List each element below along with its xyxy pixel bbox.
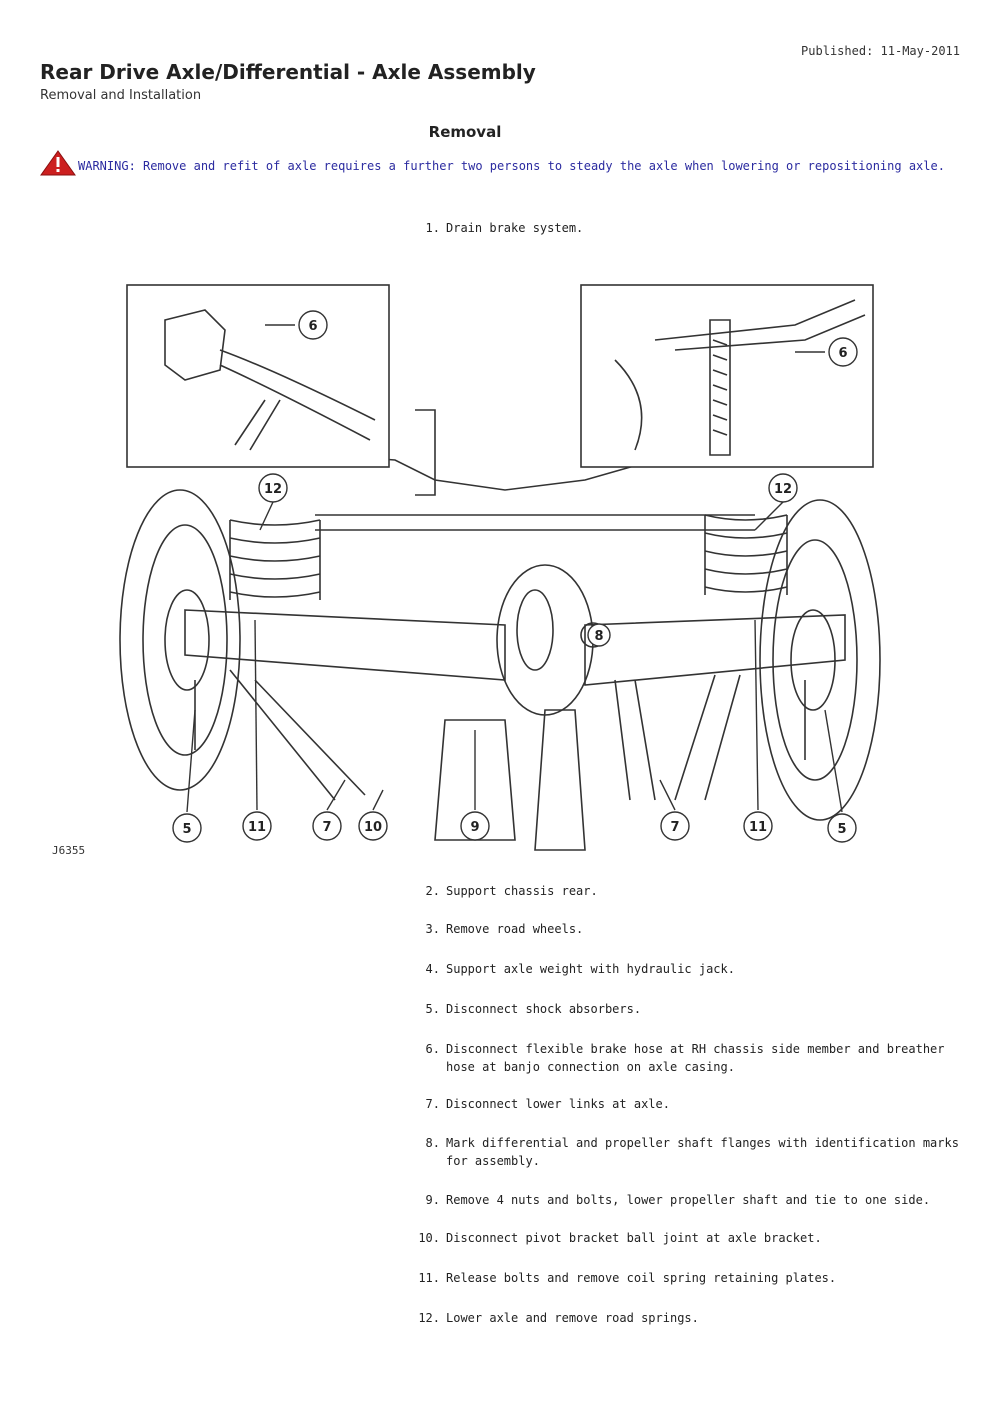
axle-assembly-figure bbox=[115, 280, 885, 860]
step-number: 10. bbox=[418, 1231, 440, 1245]
step-number: 3. bbox=[425, 922, 440, 936]
step-text: Support chassis rear. bbox=[446, 884, 598, 898]
callout-label: 10 bbox=[363, 820, 383, 835]
step-3 bbox=[412, 920, 962, 938]
callout-label: 8 bbox=[594, 629, 604, 644]
step-number: 5. bbox=[425, 1002, 440, 1016]
step-12 bbox=[412, 1309, 962, 1327]
step-11 bbox=[412, 1269, 962, 1287]
right-wheel bbox=[760, 500, 880, 820]
step-4 bbox=[412, 960, 962, 978]
step-text: Remove 4 nuts and bolts, lower propeller shaft and tie to one side. bbox=[446, 1193, 931, 1207]
step-text: Support axle weight with hydraulic jack. bbox=[446, 962, 735, 976]
step-text: Disconnect flexible brake hose at RH chassis side member and breather hose at banjo connection on axle casing. bbox=[446, 1042, 945, 1074]
step-number: 8. bbox=[425, 1136, 440, 1150]
warning-text: WARNING: Remove and refit of axle requires a further two persons to steady the axle when lowering or repositioning axle. bbox=[78, 159, 945, 173]
step-text: Release bolts and remove coil spring retaining plates. bbox=[446, 1271, 837, 1285]
left-coil-spring bbox=[230, 520, 320, 600]
step-text: Remove road wheels. bbox=[446, 922, 584, 936]
step-number: 4. bbox=[425, 962, 440, 976]
callout-label: 7 bbox=[322, 820, 332, 835]
step-text: Lower axle and remove road springs. bbox=[446, 1311, 699, 1325]
differential-housing bbox=[497, 565, 593, 715]
inset-left-brake-hose bbox=[127, 285, 389, 467]
step-number: 11. bbox=[418, 1271, 440, 1285]
warning-notice bbox=[40, 150, 965, 182]
step-9 bbox=[412, 1191, 962, 1209]
step-number: 9. bbox=[425, 1193, 440, 1207]
step-number: 6. bbox=[425, 1042, 440, 1056]
step-5 bbox=[412, 1000, 962, 1018]
step-number: 12. bbox=[418, 1311, 440, 1325]
step-number: 2. bbox=[425, 884, 440, 898]
step-8 bbox=[412, 1134, 962, 1170]
page-title: Rear Drive Axle/Differential - Axle Assembly bbox=[40, 60, 536, 84]
step-text: Disconnect pivot bracket ball joint at axle bracket. bbox=[446, 1231, 822, 1245]
inset-right-breather-hose bbox=[581, 285, 873, 467]
step-number: 1. bbox=[425, 221, 440, 235]
step-text: Drain brake system. bbox=[446, 221, 584, 235]
step-2 bbox=[412, 882, 962, 900]
step-6 bbox=[412, 1040, 962, 1076]
callout-label: 11 bbox=[748, 820, 768, 835]
callout-label: 9 bbox=[470, 820, 480, 835]
callout-label: 7 bbox=[670, 820, 680, 835]
callout-label: 12 bbox=[263, 482, 283, 497]
axle-casing bbox=[185, 610, 505, 680]
callout-label: 6 bbox=[838, 346, 848, 361]
left-wheel bbox=[120, 490, 240, 790]
callout-label: 5 bbox=[182, 822, 192, 837]
step-text: Mark differential and propeller shaft flanges with identification marks for assembly. bbox=[446, 1136, 959, 1168]
step-10 bbox=[412, 1229, 962, 1247]
step-text: Disconnect shock absorbers. bbox=[446, 1002, 642, 1016]
step-number: 7. bbox=[425, 1097, 440, 1111]
figure-id: J6355 bbox=[52, 844, 86, 857]
section-heading-removal: Removal bbox=[428, 123, 502, 141]
callout-label: 11 bbox=[247, 820, 267, 835]
callout-label: 12 bbox=[773, 482, 793, 497]
callout-label: 6 bbox=[308, 319, 318, 334]
step-text: Disconnect lower links at axle. bbox=[446, 1097, 670, 1111]
page-subtitle: Removal and Installation bbox=[40, 88, 202, 103]
step-7 bbox=[412, 1095, 962, 1113]
published-date: Published: 11-May-2011 bbox=[801, 44, 960, 58]
callout-label: 5 bbox=[837, 822, 847, 837]
warning-triangle-icon bbox=[40, 150, 76, 182]
step-1 bbox=[412, 219, 962, 237]
